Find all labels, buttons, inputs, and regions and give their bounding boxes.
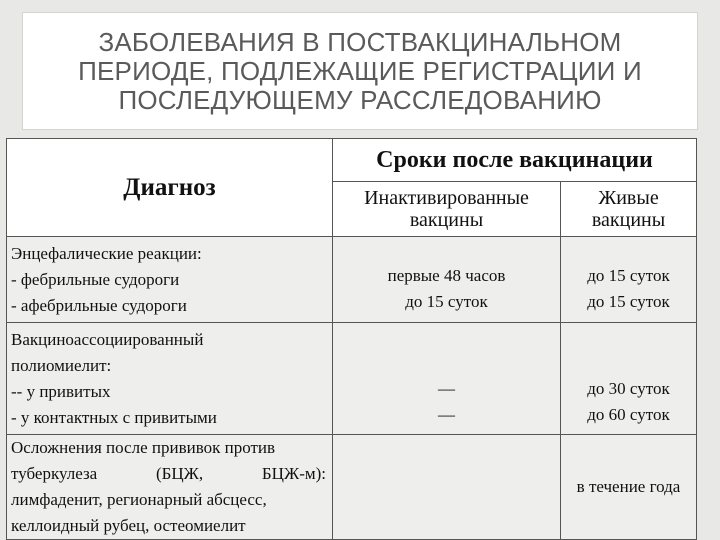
row1-diagnosis-line: - фебрильные судороги: [11, 269, 180, 289]
row3-diagnosis-line: Осложнения после прививок против: [11, 438, 276, 457]
row2-diagnosis-line: Вакциноассоциированный: [11, 329, 204, 349]
table-header-row: [7, 139, 697, 182]
row2-inactivated: [333, 323, 561, 435]
table-row: [7, 237, 697, 323]
row2-inactivated-value: —: [438, 404, 455, 424]
row1-live-value: до 15 суток: [587, 291, 670, 311]
row1-diagnosis-line: Энцефалические реакции:: [11, 243, 202, 263]
row3-inactivated: [333, 435, 561, 540]
slide-title: [22, 12, 698, 130]
row2-live-value: до 60 суток: [587, 404, 670, 424]
row2-live-value: до 30 суток: [587, 378, 670, 398]
row2-diagnosis: [7, 323, 333, 435]
header-diagnosis: Диагноз: [7, 139, 333, 237]
row2-inactivated-value: —: [438, 378, 455, 398]
row2-diagnosis-line: -- у привитых: [11, 381, 111, 401]
title-line-2: ПЕРИОДЕ, ПОДЛЕЖАЩИЕ РЕГИСТРАЦИИ И: [78, 55, 642, 86]
row3-live-value: в течение года: [576, 477, 681, 496]
header-inactivated-line2: вакцины: [409, 209, 484, 231]
row2-diagnosis-line: - у контактных с привитыми: [11, 407, 217, 427]
table-row: [7, 435, 697, 540]
row3-diagnosis: [7, 435, 333, 540]
row1-live-value: до 15 суток: [587, 265, 670, 285]
row1-diagnosis: [7, 237, 333, 323]
row3-diagnosis-line: келлоидный рубец, остеомиелит: [11, 516, 246, 535]
row3-diagnosis-line: туберкулеза (БЦЖ, БЦЖ-м):: [11, 464, 326, 483]
row2-diagnosis-line: полиомиелит:: [11, 355, 112, 375]
row3-diagnosis-line: лимфаденит, регионарный абсцесс,: [11, 490, 267, 509]
header-inactivated-line1: Инактивированные: [364, 187, 529, 209]
table-row: [7, 323, 697, 435]
title-line-3: ПОСЛЕДУЮЩЕМУ РАССЛЕДОВАНИЮ: [118, 84, 602, 115]
row1-inactivated: [333, 237, 561, 323]
vaccination-complications-table: [6, 138, 697, 540]
header-live-line2: вакцины: [591, 209, 666, 231]
row1-live: [561, 237, 697, 323]
header-inactivated: [333, 182, 561, 237]
header-live: [561, 182, 697, 237]
row1-inactivated-value: до 15 суток: [405, 291, 488, 311]
title-line-1: ЗАБОЛЕВАНИЯ В ПОСТВАКЦИНАЛЬНОМ: [98, 26, 622, 57]
row3-live: [561, 435, 697, 540]
row2-live: [561, 323, 697, 435]
row1-inactivated-value: первые 48 часов: [387, 265, 506, 285]
header-terms: Сроки после вакцинации: [333, 139, 697, 182]
row1-diagnosis-line: - афебрильные судороги: [11, 295, 187, 315]
header-live-line1: Живые: [598, 187, 659, 209]
